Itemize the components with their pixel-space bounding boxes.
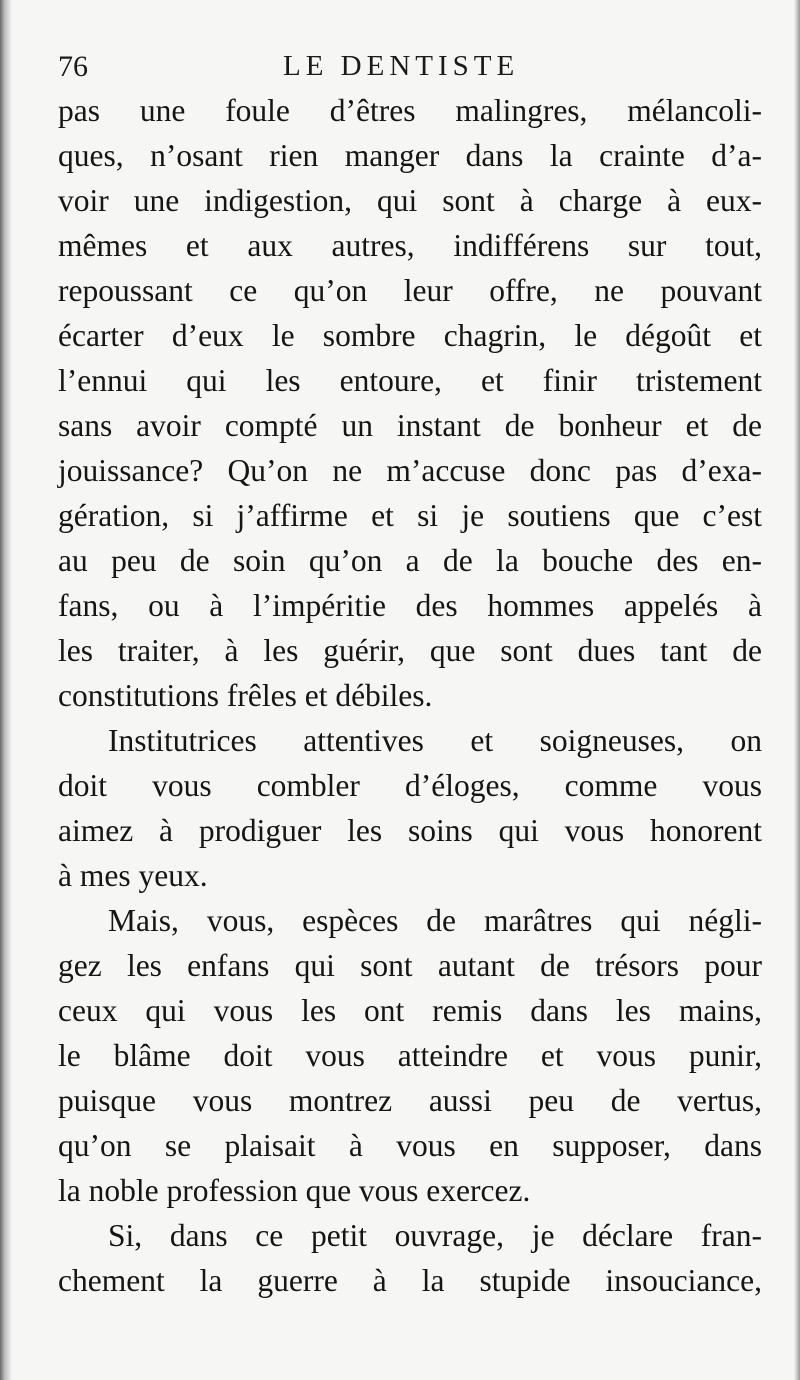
text-line: fans, ou à l’impéritie des hommes appelés à	[58, 588, 762, 623]
text-line: repoussant ce qu’on leur offre, ne pouvant	[58, 273, 762, 308]
page-edge-shadow	[794, 0, 800, 1380]
text-line: écarter d’eux le sombre chagrin, le dégoût et	[58, 318, 762, 353]
text-line: qu’on se plaisait à vous en supposer, dans	[58, 1128, 762, 1163]
text-line: les traiter, à les guérir, que sont dues tant de	[58, 633, 762, 668]
page-header	[58, 40, 758, 90]
page-number: 76	[58, 50, 88, 83]
text-line: gération, si j’affirme et si je soutiens que c’est	[58, 498, 762, 533]
text-line: voir une indigestion, qui sont à charge à eux-	[58, 183, 762, 218]
text-line: au peu de soin qu’on a de la bouche des en-	[58, 543, 762, 578]
text-line: le blâme doit vous atteindre et vous punir,	[58, 1038, 762, 1073]
text-line: Si, dans ce petit ouvrage, je déclare fran-	[108, 1218, 762, 1253]
text-line: gez les enfans qui sont autant de trésors pour	[58, 948, 762, 983]
text-line: chement la guerre à la stupide insouciance,	[58, 1263, 762, 1298]
text-line: puisque vous montrez aussi peu de vertus,	[58, 1083, 762, 1118]
text-line: constitutions frêles et débiles.	[58, 678, 433, 713]
text-line: aimez à prodiguer les soins qui vous honorent	[58, 813, 762, 848]
text-line: Institutrices attentives et soigneuses, on	[108, 723, 762, 758]
running-head: LE DENTISTE	[283, 50, 520, 82]
body-text	[58, 88, 762, 1303]
text-line: Mais, vous, espèces de marâtres qui négli-	[108, 903, 762, 938]
text-line: ceux qui vous les ont remis dans les mains,	[58, 993, 762, 1028]
text-line: ques, n’osant rien manger dans la crainte d’a-	[58, 138, 762, 173]
text-line: jouissance? Qu’on ne m’accuse donc pas d’exa-	[58, 453, 762, 488]
text-line: doit vous combler d’éloges, comme vous	[58, 768, 762, 803]
text-line: mêmes et aux autres, indifférens sur tout,	[58, 228, 762, 263]
page-gutter-shadow	[0, 0, 12, 1380]
text-line: à mes yeux.	[58, 858, 208, 893]
text-line: pas une foule d’êtres malingres, mélancoli-	[58, 93, 762, 128]
text-line: l’ennui qui les entoure, et finir tristement	[58, 363, 762, 398]
text-line: la noble profession que vous exercez.	[58, 1173, 531, 1208]
text-line: sans avoir compté un instant de bonheur et de	[58, 408, 762, 443]
